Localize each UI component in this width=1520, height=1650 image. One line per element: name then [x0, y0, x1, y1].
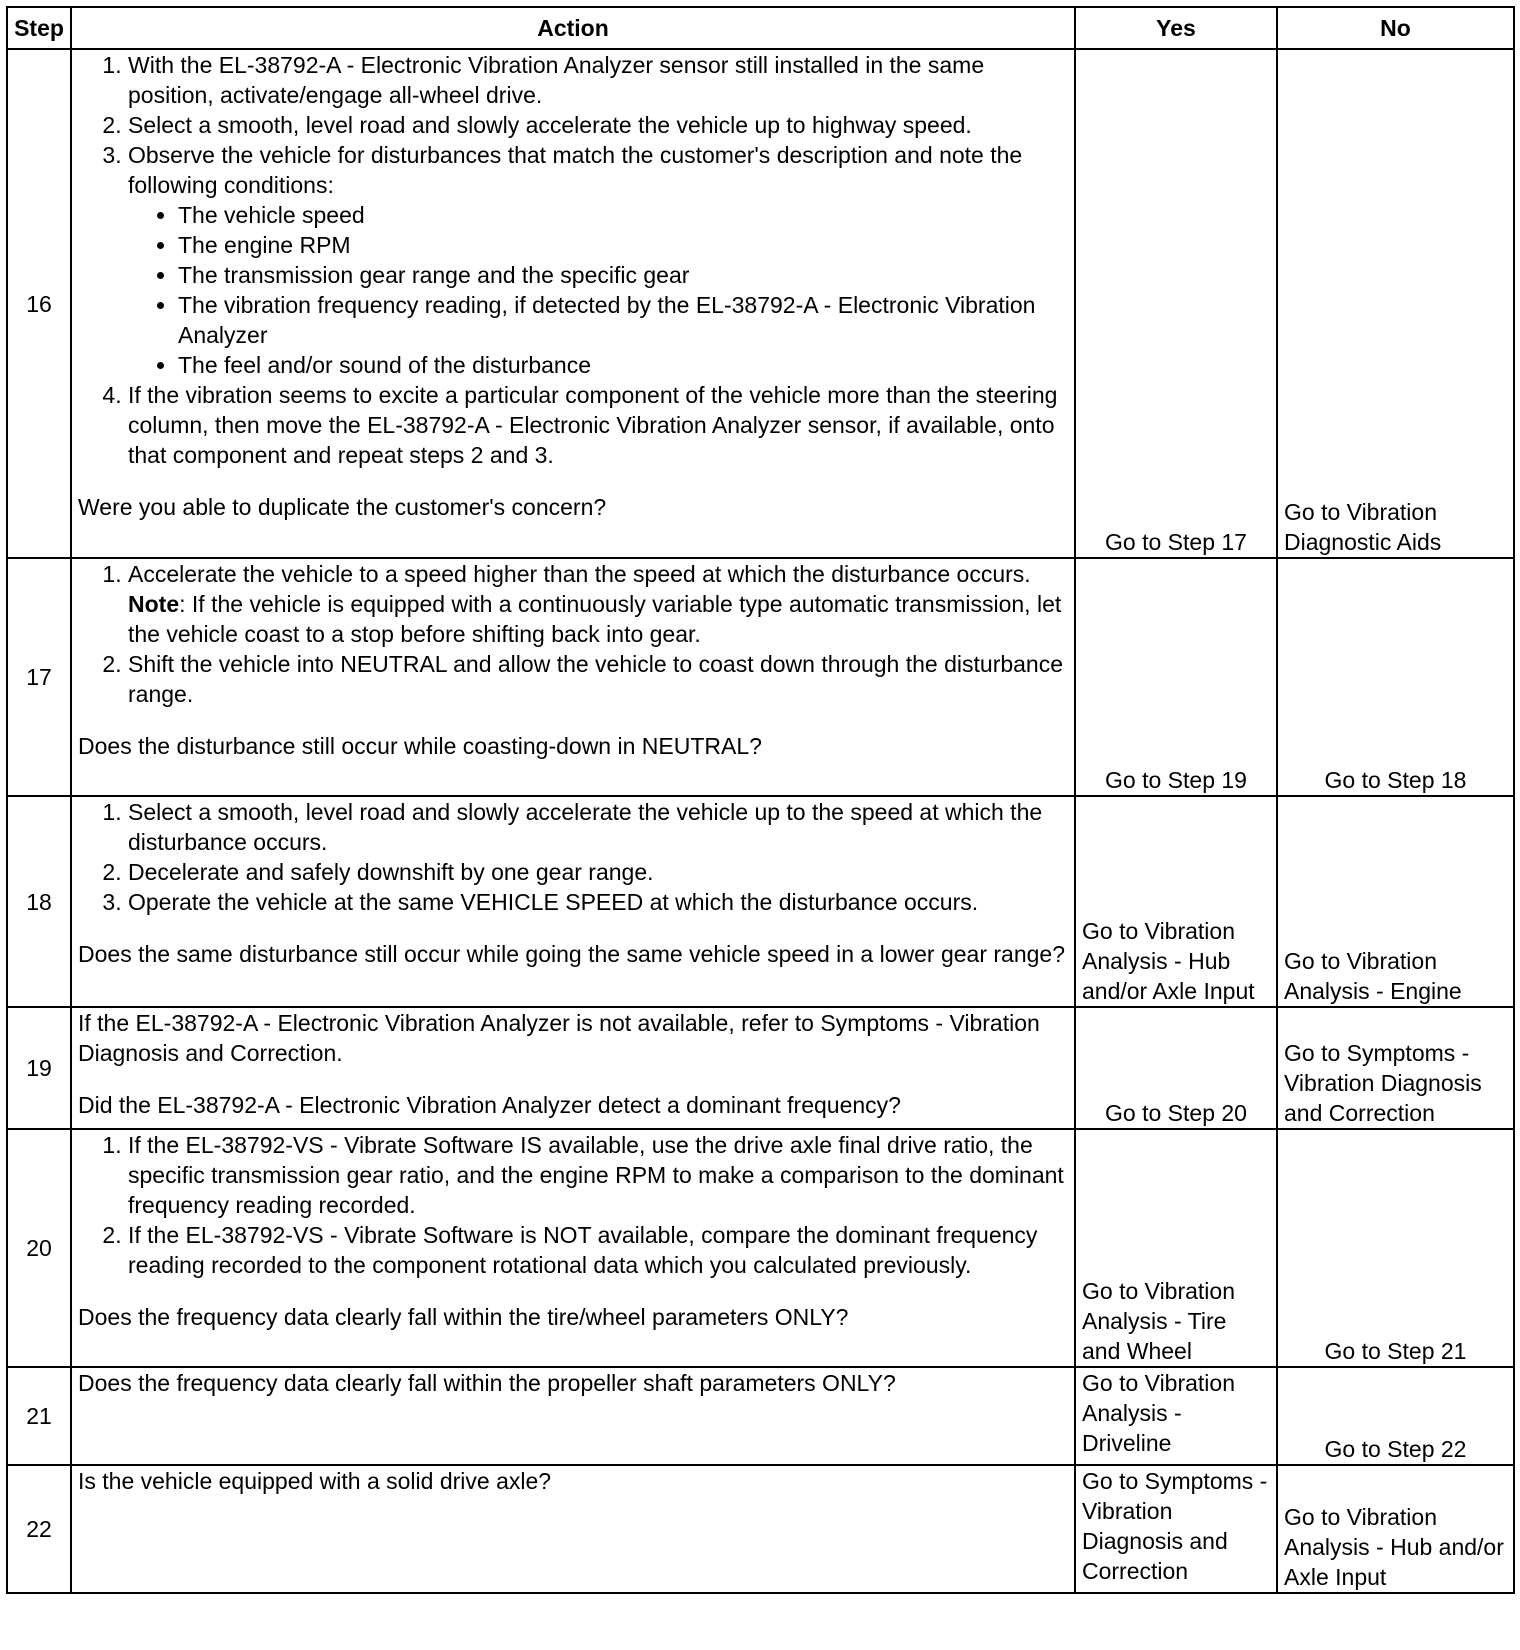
table-row-step-19	[7, 1007, 1514, 1129]
header-yes: Yes	[1075, 7, 1277, 49]
condition-item: • The vibration frequency reading, if detected by the EL-38792-A - Electronic Vibration Analyzer	[178, 290, 1068, 350]
action-cell	[71, 796, 1075, 1007]
yes-cell: Go to Step 20	[1075, 1007, 1277, 1129]
action-step: 1. If the EL-38792-VS - Vibrate Software IS available, use the drive axle final drive ratio, the specific transmission gear ratio, and the engine RPM to make a comparison to the dominant frequency reading recorded.	[128, 1130, 1068, 1220]
action-step: 2. Decelerate and safely downshift by one gear range.	[128, 857, 1068, 887]
yes-cell: Go to Vibration Analysis - Hub and/or Axle Input	[1075, 796, 1277, 1007]
table-row-step-21	[7, 1367, 1514, 1465]
note-text: : If the vehicle is equipped with a continuously variable type automatic transmission, let the vehicle coast to a stop before shifting back into gear.	[128, 591, 1062, 647]
yes-cell: Go to Symptoms - Vibration Diagnosis and Correction	[1075, 1465, 1277, 1593]
question-text: Does the frequency data clearly fall within the tire/wheel parameters ONLY?	[78, 1304, 849, 1330]
header-step: Step	[7, 7, 71, 49]
question-text: Does the disturbance still occur while coasting-down in NEUTRAL?	[78, 733, 762, 759]
action-step	[128, 559, 1068, 649]
action-steps	[78, 559, 1068, 709]
condition-item: • The feel and/or sound of the disturbance	[178, 350, 1068, 380]
question-text: Is the vehicle equipped with a solid drive axle?	[78, 1468, 552, 1494]
action-steps	[78, 1130, 1068, 1280]
action-step: 1. Select a smooth, level road and slowly accelerate the vehicle up to the speed at which the disturbance occurs.	[128, 797, 1068, 857]
no-cell: Go to Vibration Analysis - Hub and/or Axle Input	[1277, 1465, 1514, 1593]
step-number: 18	[7, 796, 71, 1007]
action-steps	[78, 797, 1068, 917]
action-cell	[71, 1007, 1075, 1129]
action-text: If the EL-38792-A - Electronic Vibration Analyzer is not available, refer to Symptoms - Vibration Diagnosis and Correction.	[78, 1010, 1040, 1066]
note-label: Note	[128, 591, 180, 617]
table-row-step-16	[7, 49, 1514, 558]
step-number: 20	[7, 1129, 71, 1367]
question-text: Does the frequency data clearly fall within the propeller shaft parameters ONLY?	[78, 1370, 896, 1396]
header-no: No	[1277, 7, 1514, 49]
action-step: 4. If the vibration seems to excite a particular component of the vehicle more than the steering column, then move the EL-38792-A - Electronic Vibration Analyzer sensor, if available, onto that component and repeat steps 2 and 3.	[128, 380, 1068, 470]
action-step: 2. Select a smooth, level road and slowly accelerate the vehicle up to highway speed.	[128, 110, 1068, 140]
diagnostic-table	[6, 6, 1515, 1594]
table-row-step-20	[7, 1129, 1514, 1367]
action-cell	[71, 1465, 1075, 1593]
action-steps	[78, 50, 1068, 470]
action-step: 3. Operate the vehicle at the same VEHICLE SPEED at which the disturbance occurs.	[128, 887, 1068, 917]
yes-cell: Go to Step 19	[1075, 558, 1277, 796]
condition-list	[128, 200, 1068, 380]
step-number: 16	[7, 49, 71, 558]
condition-item: • The vehicle speed	[178, 200, 1068, 230]
diagnostic-table-page	[6, 6, 1513, 1594]
condition-item: • The transmission gear range and the specific gear	[178, 260, 1068, 290]
step-number: 22	[7, 1465, 71, 1593]
action-cell	[71, 49, 1075, 558]
action-step: 2. Shift the vehicle into NEUTRAL and allow the vehicle to coast down through the disturbance range.	[128, 649, 1068, 709]
action-step: 2. If the EL-38792-VS - Vibrate Software is NOT available, compare the dominant frequency reading recorded to the component rotational data which you calculated previously.	[128, 1220, 1068, 1280]
action-step-text: Accelerate the vehicle to a speed higher than the speed at which the disturbance occurs.	[128, 561, 1031, 587]
table-row-step-17	[7, 558, 1514, 796]
yes-cell: Go to Step 17	[1075, 49, 1277, 558]
no-cell: Go to Symptoms - Vibration Diagnosis and Correction	[1277, 1007, 1514, 1129]
action-cell	[71, 1367, 1075, 1465]
table-row-step-22	[7, 1465, 1514, 1593]
no-cell: Go to Step 22	[1277, 1367, 1514, 1465]
question-text: Were you able to duplicate the customer's concern?	[78, 494, 607, 520]
no-cell: Go to Vibration Analysis - Engine	[1277, 796, 1514, 1007]
no-cell: Go to Step 18	[1277, 558, 1514, 796]
step-number: 21	[7, 1367, 71, 1465]
action-step: 1. With the EL-38792-A - Electronic Vibration Analyzer sensor still installed in the same position, activate/engage all-wheel drive.	[128, 50, 1068, 110]
step-number: 19	[7, 1007, 71, 1129]
action-step-text: Observe the vehicle for disturbances that match the customer's description and note the following conditions:	[128, 142, 1023, 198]
action-cell	[71, 558, 1075, 796]
action-step	[128, 140, 1068, 380]
question-text: Does the same disturbance still occur while going the same vehicle speed in a lower gear range?	[78, 941, 1065, 967]
table-row-step-18	[7, 796, 1514, 1007]
question-text: Did the EL-38792-A - Electronic Vibration Analyzer detect a dominant frequency?	[78, 1092, 901, 1118]
step-number: 17	[7, 558, 71, 796]
no-cell: Go to Step 21	[1277, 1129, 1514, 1367]
no-cell: Go to Vibration Diagnostic Aids	[1277, 49, 1514, 558]
header-row	[7, 7, 1514, 49]
yes-cell: Go to Vibration Analysis - Tire and Wheel	[1075, 1129, 1277, 1367]
condition-item: • The engine RPM	[178, 230, 1068, 260]
yes-cell: Go to Vibration Analysis - Driveline	[1075, 1367, 1277, 1465]
header-action: Action	[71, 7, 1075, 49]
action-cell	[71, 1129, 1075, 1367]
